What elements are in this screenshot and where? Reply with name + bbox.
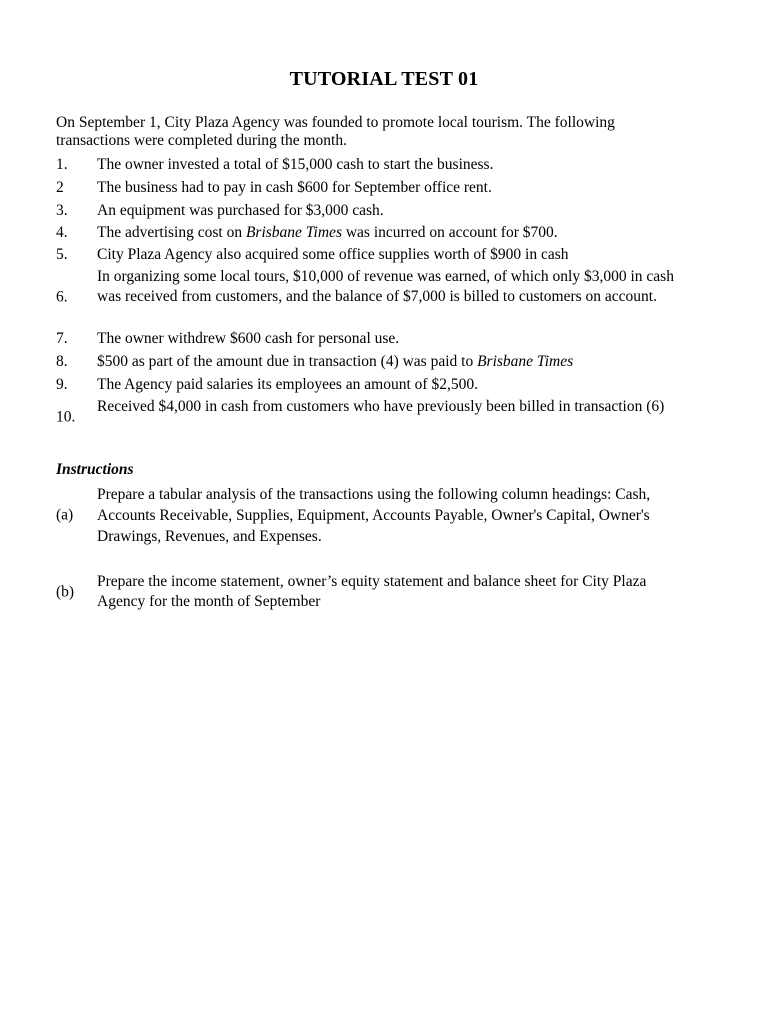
transaction-item-5: [56, 245, 696, 265]
transaction-number: 4.: [56, 224, 68, 241]
transaction-text: [97, 223, 697, 243]
transaction-number: 5.: [56, 246, 68, 263]
instruction-text: Prepare a tabular analysis of the transactions using the following column headings: Cash, Accounts Receivable, Supplies, Equipment, Accounts Payable, Owner's Capital, Owner's Drawings, Revenues, and Expenses.: [97, 486, 651, 545]
transaction-number: 2: [56, 179, 64, 196]
transaction-text-start: The advertising cost on: [97, 224, 246, 241]
publication-name: Brisbane Times: [245, 224, 342, 241]
transaction-item-4: [56, 223, 696, 243]
transaction-number: 6.: [56, 287, 68, 305]
instruction-item-a: [56, 484, 696, 546]
transaction-text: [97, 352, 697, 372]
transaction-item-3: [56, 201, 696, 221]
transaction-number: 3.: [56, 202, 68, 219]
transaction-item-7: [56, 329, 696, 349]
instruction-text: Prepare the income statement, owner’s equity statement and balance sheet for City Plaza Agency for the month of September: [97, 573, 647, 610]
instruction-label: (a): [56, 506, 74, 524]
transaction-number: 10.: [56, 407, 76, 425]
transaction-text: Received $4,000 in cash from customers who have previously been billed in transaction (6): [97, 398, 665, 415]
intro-paragraph: On September 1, City Plaza Agency was founded to promote local tourism. The following transactions were completed during the month.: [56, 114, 615, 149]
transaction-item-1: [56, 155, 696, 175]
transaction-text-start: $500 as part of the amount due in transaction (4) was paid to: [97, 353, 478, 370]
transaction-item-9: [56, 375, 696, 395]
transaction-number: 7.: [56, 330, 68, 347]
transaction-item-8: [56, 352, 696, 372]
transaction-text-end: was incurred on account for $700.: [341, 224, 558, 241]
transaction-item-2: [56, 178, 696, 198]
transaction-text: City Plaza Agency also acquired some office supplies worth of $900 in cash: [97, 246, 569, 263]
page-title: TUTORIAL TEST 01: [289, 68, 479, 90]
transaction-text: The owner invested a total of $15,000 cash to start the business.: [97, 156, 494, 173]
transaction-item-6: [56, 267, 696, 326]
transaction-text: An equipment was purchased for $3,000 cash.: [97, 202, 384, 219]
transaction-item-10: [56, 397, 696, 436]
transaction-text: The business had to pay in cash $600 for September office rent.: [97, 179, 492, 196]
transaction-text: The owner withdrew $600 cash for personal use.: [97, 330, 400, 347]
transaction-text: In organizing some local tours, $10,000 of revenue was earned, of which only $3,000 in cash was received from customers, and the balance of $7,000 is billed to customers on account.: [97, 268, 674, 305]
transaction-number: 1.: [56, 156, 68, 173]
publication-name: Brisbane Times: [477, 353, 574, 370]
transaction-number: 8.: [56, 353, 68, 370]
transaction-text: The Agency paid salaries its employees an amount of $2,500.: [97, 376, 478, 393]
instruction-item-b: [56, 572, 696, 612]
transaction-number: 9.: [56, 376, 68, 393]
instruction-label: (b): [56, 583, 75, 601]
instructions-heading: Instructions: [56, 461, 134, 478]
